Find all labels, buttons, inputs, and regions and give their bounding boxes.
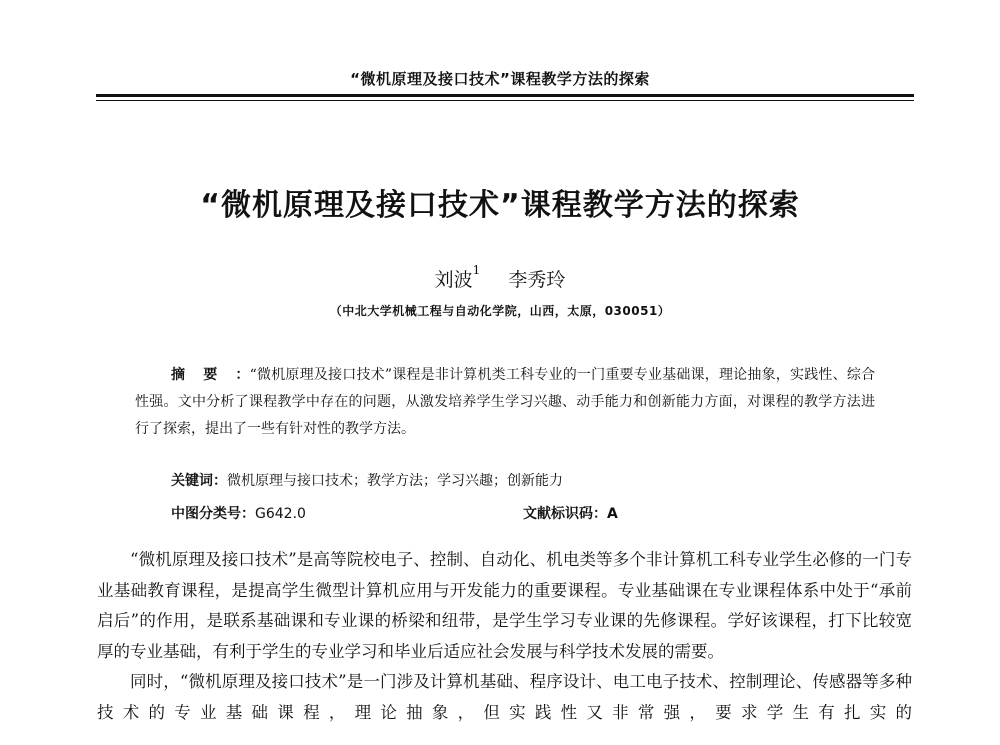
abstract-label-colon: ： [235, 367, 250, 383]
abstract-text: “微机原理及接口技术”课程是非计算机类工科专业的一门重要专业基础课，理论抽象，实践性、综合性强。文中分析了课程教学中存在的问题，从激发培养学生学习兴趣、动手能力和创新能力方面，对课程的教学方法进行了探索，提出了一些有针对性的教学方法。 [135, 367, 876, 437]
header-rule-thick [96, 94, 914, 97]
document-code-line [523, 503, 618, 523]
affiliation: （中北大学机械工程与自动化学院，山西，太原，030051） [329, 304, 671, 318]
body-text [97, 545, 912, 728]
header-rule-thin [96, 100, 914, 101]
keywords-text: 微机原理与接口技术；教学方法；学习兴趣；创新能力 [227, 473, 563, 489]
classification-value: G642.0 [255, 506, 306, 522]
running-header: “微机原理及接口技术”课程教学方法的探索 [350, 70, 650, 88]
document-code-label: 文献标识码： [523, 506, 607, 522]
abstract-label: 摘要 [171, 367, 236, 383]
abstract-block [135, 362, 875, 443]
author-line [0, 265, 1000, 292]
author-first-affiliation-mark: 1 [472, 263, 481, 277]
keywords-label: 关键词： [171, 473, 227, 489]
paper-title: “微机原理及接口技术”课程教学方法的探索 [200, 188, 800, 223]
author-second: 李秀玲 [508, 269, 566, 291]
classification-label: 中图分类号： [171, 506, 255, 522]
body-paragraph: “微机原理及接口技术”是高等院校电子、控制、自动化、机电类等多个非计算机工科专业学生必修的一门专业基础教育课程，是提高学生微型计算机应用与开发能力的重要课程。专业基础课在专业课程体系中处于“承前启后”的作用，是联系基础课和专业课的桥梁和纽带，是学生学习专业课的先修课程。学好该课程，打下比较宽厚的专业基础，有利于学生的专业学习和毕业后适应社会发展与科学技术发展的需要。 [97, 550, 912, 661]
keywords-line [171, 470, 871, 490]
classification-line [171, 503, 306, 523]
author-first: 刘波 [434, 269, 473, 291]
document-code-value: A [607, 506, 618, 522]
body-paragraph: 同时，“微机原理及接口技术”是一门涉及计算机基础、程序设计、电工电子技术、控制理论、传感器等多种技术的专业基础课程，理论抽象，但实践性又非常强，要求学生有扎实的 [97, 672, 912, 722]
